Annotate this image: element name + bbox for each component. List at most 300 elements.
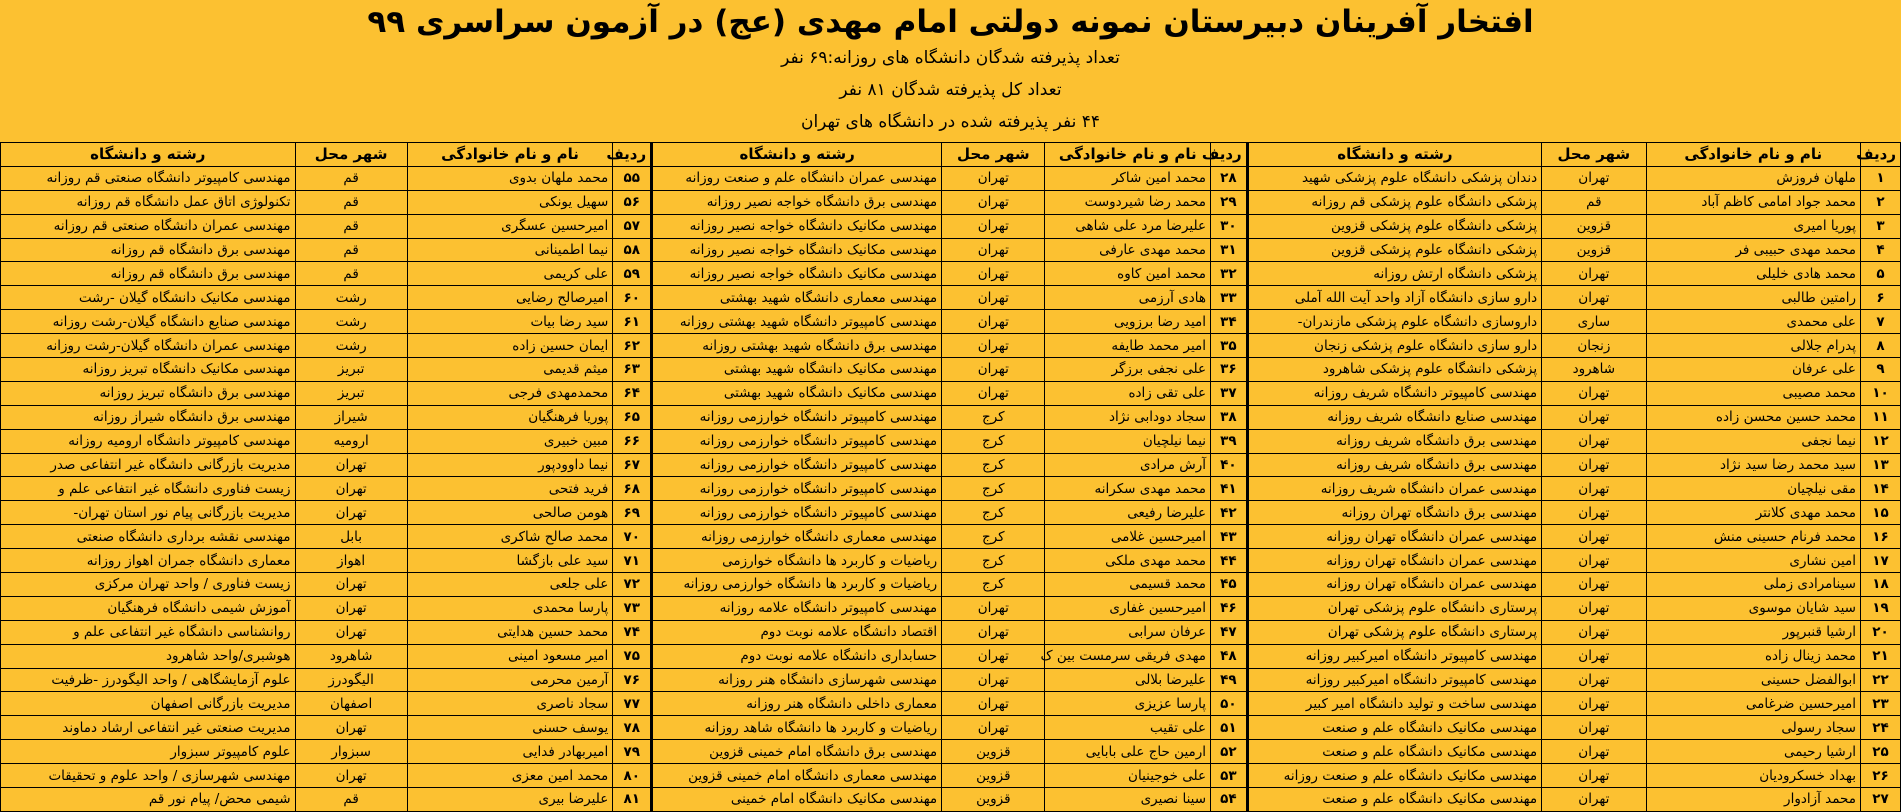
header-city: شهر محل (942, 143, 1045, 167)
name-cell: سید رضا بیات (407, 310, 613, 334)
rank-cell: ۷۹ (613, 740, 652, 764)
rank-cell: ۵۲ (1211, 740, 1248, 764)
rank-cell: ۴۹ (1211, 668, 1248, 692)
rank-cell: ۶۳ (613, 358, 652, 382)
table-row (1, 692, 1901, 716)
name-cell: سهیل یونکی (407, 190, 613, 214)
field-cell: مهندسی صنایع دانشگاه گیلان-رشت روزانه (1, 310, 296, 334)
rank-cell: ۲۹ (1211, 190, 1248, 214)
table-row (1, 286, 1901, 310)
name-cell: مقی نیلچیان (1646, 477, 1860, 501)
name-cell: پدرام جلالی (1646, 334, 1860, 358)
field-cell: مهندسی کامپیوتر دانشگاه شریف روزانه (1247, 381, 1541, 405)
city-cell: تهران (1542, 573, 1646, 597)
rank-cell: ۱ (1861, 166, 1901, 190)
city-cell: تهران (1542, 692, 1646, 716)
table-row (1, 262, 1901, 286)
field-cell: پزشکی دانشگاه علوم پزشکی قم روزانه (1247, 190, 1541, 214)
field-cell: ریاضیات و کاربرد ها دانشگاه خوارزمی (652, 549, 942, 573)
field-cell: پزشکی دانشگاه علوم پزشکی شاهرود (1247, 358, 1541, 382)
rank-cell: ۵۴ (1211, 788, 1248, 812)
name-cell: علیرضا مرد علی شاهی (1045, 214, 1211, 238)
total-admitted-count: تعداد کل پذیرفته شدگان ۸۱ نفر (839, 80, 1062, 100)
rank-cell: ۴۴ (1211, 549, 1248, 573)
field-cell: دندان پزشکی دانشگاه علوم پزشکی شهید (1247, 166, 1541, 190)
field-cell: زیست فناوری / واحد تهران مرکزی (1, 573, 296, 597)
city-cell: تهران (942, 310, 1045, 334)
rank-cell: ۶۴ (613, 381, 652, 405)
table-row (1, 764, 1901, 788)
name-cell: سینا نصیری (1045, 788, 1211, 812)
rank-cell: ۳۰ (1211, 214, 1248, 238)
table-row (1, 334, 1901, 358)
name-cell: ارمین حاج علی بابایی (1045, 740, 1211, 764)
name-cell: آرمین محرمی (407, 668, 613, 692)
table-row (1, 166, 1901, 190)
name-cell: سید علی بازگشا (407, 549, 613, 573)
field-cell: مهندسی عمران دانشگاه شریف روزانه (1247, 477, 1541, 501)
name-cell: ایمان حسین زاده (407, 334, 613, 358)
name-cell: مهدی فریقی سرمست بین ک (1045, 644, 1211, 668)
city-cell: تهران (942, 668, 1045, 692)
rank-cell: ۷۱ (613, 549, 652, 573)
field-cell: پزشکی دانشگاه علوم پزشکی قزوین (1247, 214, 1541, 238)
name-cell: نیما نجفی (1646, 429, 1860, 453)
field-cell: مهندسی کامپیوتر دانشگاه خوارزمی روزانه (652, 477, 942, 501)
header-rank: ردیف (1211, 143, 1248, 167)
name-cell: امیرصالح رضایی (407, 286, 613, 310)
rank-cell: ۹ (1861, 358, 1901, 382)
field-cell: مهندسی مکانیک دانشگاه خواجه نصیر روزانه (652, 238, 942, 262)
rank-cell: ۴۲ (1211, 501, 1248, 525)
field-cell: علوم آزمایشگاهی / واحد الیگودرز -ظرفیت (1, 668, 296, 692)
city-cell: قم (295, 190, 407, 214)
table-row (1, 405, 1901, 429)
header-name: نام و نام خانوادگی (407, 143, 613, 167)
name-cell: محمد مهدی سکرانه (1045, 477, 1211, 501)
field-cell: زیست فناوری دانشگاه غیر انتفاعی علم و (1, 477, 296, 501)
name-cell: امیربهادر فدایی (407, 740, 613, 764)
city-cell: تهران (1542, 788, 1646, 812)
field-cell: مهندسی شهرسازی / واحد علوم و تحقیقات (1, 764, 296, 788)
name-cell: سجاد دودابی نژاد (1045, 405, 1211, 429)
rank-cell: ۱۲ (1861, 429, 1901, 453)
field-cell: مهندسی برق دانشگاه شریف روزانه (1247, 453, 1541, 477)
city-cell: تهران (1542, 405, 1646, 429)
city-cell: تهران (942, 596, 1045, 620)
rank-cell: ۳۹ (1211, 429, 1248, 453)
city-cell: قزوین (1542, 238, 1646, 262)
field-cell: داروسازی دانشگاه علوم پزشکی مازندران- (1247, 310, 1541, 334)
field-cell: مهندسی معماری دانشگاه امام خمینی قزوین (652, 764, 942, 788)
field-cell: دارو سازی دانشگاه آزاد واحد آیت الله آملی (1247, 286, 1541, 310)
city-cell: تهران (942, 692, 1045, 716)
name-cell: علیرضا بلالی (1045, 668, 1211, 692)
rank-cell: ۷۷ (613, 692, 652, 716)
header-city: شهر محل (1542, 143, 1646, 167)
field-cell: مدیریت بازرگانی پیام نور استان تهران- (1, 501, 296, 525)
rank-cell: ۱۱ (1861, 405, 1901, 429)
table-row (1, 716, 1901, 740)
table-row (1, 214, 1901, 238)
field-cell: مهندسی عمران دانشگاه تهران روزانه (1247, 573, 1541, 597)
name-cell: امیرحسین غلامی (1045, 525, 1211, 549)
city-cell: تهران (1542, 525, 1646, 549)
field-cell: اقتصاد دانشگاه علامه نوبت دوم (652, 620, 942, 644)
field-cell: مهندسی کامپیوتر دانشگاه امیرکبیر روزانه (1247, 668, 1541, 692)
rank-cell: ۳ (1861, 214, 1901, 238)
city-cell: تهران (942, 334, 1045, 358)
daytime-admitted-count: تعداد پذیرفته شدگان دانشگاه های روزانه:۶۹ نفر (781, 48, 1120, 68)
name-cell: محمدمهدی فرجی (407, 381, 613, 405)
rank-cell: ۳۳ (1211, 286, 1248, 310)
city-cell: کرج (942, 453, 1045, 477)
rank-cell: ۸۰ (613, 764, 652, 788)
rank-cell: ۷۸ (613, 716, 652, 740)
city-cell: تهران (942, 262, 1045, 286)
table-row (1, 310, 1901, 334)
name-cell: علیرضا بیری (407, 788, 613, 812)
name-cell: امیرحسین ضرغامی (1646, 692, 1860, 716)
rank-cell: ۳۴ (1211, 310, 1248, 334)
name-cell: پوریا امیری (1646, 214, 1860, 238)
field-cell: مهندسی کامپیوتر دانشگاه خوارزمی روزانه (652, 501, 942, 525)
name-cell: نیما نیلچیان (1045, 429, 1211, 453)
name-cell: سینامرادی زملی (1646, 573, 1860, 597)
city-cell: قم (295, 238, 407, 262)
name-cell: ارشیا قنبرپور (1646, 620, 1860, 644)
name-cell: محمد زینال زاده (1646, 644, 1860, 668)
city-cell: کرج (942, 429, 1045, 453)
rank-cell: ۳۸ (1211, 405, 1248, 429)
header-city: شهر محل (295, 143, 407, 167)
header-rank: ردیف (1861, 143, 1901, 167)
table-row (1, 525, 1901, 549)
header-name: نام و نام خانوادگی (1646, 143, 1860, 167)
field-cell: معماری داخلی دانشگاه هنر روزانه (652, 692, 942, 716)
rank-cell: ۲۸ (1211, 166, 1248, 190)
rank-cell: ۴۷ (1211, 620, 1248, 644)
rank-cell: ۶۶ (613, 429, 652, 453)
name-cell: مبین خبیری (407, 429, 613, 453)
header-field: رشته و دانشگاه (1, 143, 296, 167)
rank-cell: ۳۶ (1211, 358, 1248, 382)
rank-cell: ۲۶ (1861, 764, 1901, 788)
name-cell: امیر مسعود امینی (407, 644, 613, 668)
city-cell: قزوین (942, 740, 1045, 764)
field-cell: مهندسی ساخت و تولید دانشگاه امیر کبیر (1247, 692, 1541, 716)
name-cell: محمد آزادوار (1646, 788, 1860, 812)
rank-cell: ۱۶ (1861, 525, 1901, 549)
name-cell: محمد امین شاکر (1045, 166, 1211, 190)
city-cell: قم (295, 214, 407, 238)
name-cell: سجاد ناصری (407, 692, 613, 716)
city-cell: تهران (295, 501, 407, 525)
rank-cell: ۶۷ (613, 453, 652, 477)
name-cell: پارسا عزیزی (1045, 692, 1211, 716)
city-cell: تهران (942, 358, 1045, 382)
name-cell: سید شایان موسوی (1646, 596, 1860, 620)
city-cell: الیگودرز (295, 668, 407, 692)
city-cell: تهران (1542, 501, 1646, 525)
name-cell: یوسف حسنی (407, 716, 613, 740)
rank-cell: ۷۳ (613, 596, 652, 620)
header (0, 0, 1901, 142)
field-cell: پزشکی دانشگاه ارتش روزانه (1247, 262, 1541, 286)
name-cell: امیرحسین عسگری (407, 214, 613, 238)
rank-cell: ۲۴ (1861, 716, 1901, 740)
rank-cell: ۳۵ (1211, 334, 1248, 358)
field-cell: مهندسی کامپیوتر دانشگاه خوارزمی روزانه (652, 453, 942, 477)
field-cell: علوم کامپیوتر سبزوار (1, 740, 296, 764)
table-row (1, 358, 1901, 382)
rank-cell: ۴۰ (1211, 453, 1248, 477)
city-cell: تهران (295, 716, 407, 740)
city-cell: رشت (295, 310, 407, 334)
field-cell: مهندسی عمران دانشگاه صنعتی قم روزانه (1, 214, 296, 238)
field-cell: مهندسی برق دانشگاه تبریز روزانه (1, 381, 296, 405)
table-row (1, 573, 1901, 597)
rank-cell: ۷ (1861, 310, 1901, 334)
header-name: نام و نام خانوادگی (1045, 143, 1211, 167)
field-cell: شیمی محض/ پیام نور قم (1, 788, 296, 812)
rank-cell: ۳۲ (1211, 262, 1248, 286)
rank-cell: ۵۶ (613, 190, 652, 214)
rank-cell: ۵ (1861, 262, 1901, 286)
field-cell: آموزش شیمی دانشگاه فرهنگیان (1, 596, 296, 620)
name-cell: نیما داوودپور (407, 453, 613, 477)
field-cell: مهندسی عمران دانشگاه تهران روزانه (1247, 525, 1541, 549)
name-cell: محمد ملهان بدوی (407, 166, 613, 190)
rank-cell: ۱۰ (1861, 381, 1901, 405)
field-cell: مهندسی کامپیوتر دانشگاه خوارزمی روزانه (652, 429, 942, 453)
city-cell: تهران (942, 620, 1045, 644)
name-cell: ابوالفضل حسینی (1646, 668, 1860, 692)
city-cell: رشت (295, 286, 407, 310)
city-cell: تهران (295, 477, 407, 501)
city-cell: اصفهان (295, 692, 407, 716)
city-cell: تهران (295, 573, 407, 597)
name-cell: بهداد خسکرودیان (1646, 764, 1860, 788)
name-cell: محمد صالح شاکری (407, 525, 613, 549)
rank-cell: ۸۱ (613, 788, 652, 812)
name-cell: محمد قسیمی (1045, 573, 1211, 597)
city-cell: تبریز (295, 358, 407, 382)
name-cell: محمد امین معزی (407, 764, 613, 788)
table-row (1, 477, 1901, 501)
header-field: رشته و دانشگاه (652, 143, 942, 167)
rank-cell: ۵۸ (613, 238, 652, 262)
name-cell: محمد مهدی کلانتر (1646, 501, 1860, 525)
city-cell: تهران (942, 644, 1045, 668)
field-cell: مهندسی صنایع دانشگاه شریف روزانه (1247, 405, 1541, 429)
city-cell: تهران (942, 381, 1045, 405)
rank-cell: ۷۰ (613, 525, 652, 549)
poster-title: افتخار آفرینان دبیرستان نمونه دولتی امام مهدی (عج) در آزمون سراسری ۹۹ (367, 4, 1534, 40)
field-cell: مهندسی شهرسازی دانشگاه هنر روزانه (652, 668, 942, 692)
field-cell: مهندسی نقشه برداری دانشگاه صنعتی (1, 525, 296, 549)
name-cell: علی تقیب (1045, 716, 1211, 740)
city-cell: تهران (1542, 644, 1646, 668)
table-row (1, 788, 1901, 812)
city-cell: تهران (942, 238, 1045, 262)
name-cell: سجاد رسولی (1646, 716, 1860, 740)
table-row (1, 501, 1901, 525)
field-cell: دارو سازی دانشگاه علوم پزشکی زنجان (1247, 334, 1541, 358)
city-cell: ارومیه (295, 429, 407, 453)
city-cell: قم (295, 166, 407, 190)
name-cell: علی محمدی (1646, 310, 1860, 334)
city-cell: کرج (942, 477, 1045, 501)
city-cell: شیراز (295, 405, 407, 429)
field-cell: مهندسی برق دانشگاه شهید بهشتی روزانه (652, 334, 942, 358)
rank-cell: ۱۵ (1861, 501, 1901, 525)
name-cell: سید محمد رضا سید نژاد (1646, 453, 1860, 477)
name-cell: محمد مهدی حبیبی فر (1646, 238, 1860, 262)
rank-cell: ۶۲ (613, 334, 652, 358)
rank-cell: ۶۵ (613, 405, 652, 429)
field-cell: مهندسی کامپیوتر دانشگاه امیرکبیر روزانه (1247, 644, 1541, 668)
field-cell: مهندسی برق دانشگاه قم روزانه (1, 262, 296, 286)
name-cell: امید رضا برزویی (1045, 310, 1211, 334)
name-cell: علی کریمی (407, 262, 613, 286)
name-cell: علی جلعی (407, 573, 613, 597)
name-cell: علیرضا رفیعی (1045, 501, 1211, 525)
city-cell: تهران (295, 453, 407, 477)
name-cell: پارسا محمدی (407, 596, 613, 620)
rank-cell: ۱۳ (1861, 453, 1901, 477)
city-cell: تهران (942, 214, 1045, 238)
city-cell: قزوین (1542, 214, 1646, 238)
city-cell: قزوین (942, 788, 1045, 812)
field-cell: مهندسی برق دانشگاه تهران روزانه (1247, 501, 1541, 525)
city-cell: بابل (295, 525, 407, 549)
rank-cell: ۴۳ (1211, 525, 1248, 549)
table-row (1, 238, 1901, 262)
name-cell: محمد امین کاوه (1045, 262, 1211, 286)
city-cell: کرج (942, 573, 1045, 597)
rank-cell: ۲۱ (1861, 644, 1901, 668)
city-cell: سبزوار (295, 740, 407, 764)
field-cell: معماری دانشگاه جمران اهواز روزانه (1, 549, 296, 573)
field-cell: مهندسی مکانیک دانشگاه علم و صنعت (1247, 788, 1541, 812)
name-cell: پوریا فرهنگیان (407, 405, 613, 429)
header-field: رشته و دانشگاه (1247, 143, 1541, 167)
field-cell: مهندسی کامپیوتر دانشگاه ارومیه روزانه (1, 429, 296, 453)
city-cell: اهواز (295, 549, 407, 573)
table-row (1, 644, 1901, 668)
rank-cell: ۴۶ (1211, 596, 1248, 620)
field-cell: ریاضیات و کاربرد ها دانشگاه شاهد روزانه (652, 716, 942, 740)
field-cell: مهندسی مکانیک دانشگاه علم و صنعت (1247, 740, 1541, 764)
name-cell: محمد مهدی ملکی (1045, 549, 1211, 573)
name-cell: امیر محمد طایفه (1045, 334, 1211, 358)
name-cell: امیرحسین غفاری (1045, 596, 1211, 620)
field-cell: روانشناسی دانشگاه غیر انتفاعی علم و (1, 620, 296, 644)
rank-cell: ۴۱ (1211, 477, 1248, 501)
name-cell: ملهان فروزش (1646, 166, 1860, 190)
rank-cell: ۶۱ (613, 310, 652, 334)
name-cell: محمد فرنام حسینی منش (1646, 525, 1860, 549)
field-cell: مهندسی کامپیوتر دانشگاه خوارزمی روزانه (652, 405, 942, 429)
city-cell: قم (1542, 190, 1646, 214)
name-cell: علی تقی زاده (1045, 381, 1211, 405)
field-cell: تکنولوژی اتاق عمل دانشگاه قم روزانه (1, 190, 296, 214)
field-cell: مهندسی مکانیک دانشگاه خواجه نصیر روزانه (652, 262, 942, 286)
city-cell: قم (295, 262, 407, 286)
rank-cell: ۵۳ (1211, 764, 1248, 788)
city-cell: تهران (942, 190, 1045, 214)
city-cell: تبریز (295, 381, 407, 405)
rank-cell: ۷۶ (613, 668, 652, 692)
field-cell: پرستاری دانشگاه علوم پزشکی تهران (1247, 620, 1541, 644)
city-cell: تهران (1542, 381, 1646, 405)
field-cell: مهندسی کامپیوتر دانشگاه علامه روزانه (652, 596, 942, 620)
table-row (1, 740, 1901, 764)
name-cell: آرش مرادی (1045, 453, 1211, 477)
city-cell: کرج (942, 525, 1045, 549)
city-cell: قم (295, 788, 407, 812)
rank-cell: ۲ (1861, 190, 1901, 214)
name-cell: محمد رضا شیردوست (1045, 190, 1211, 214)
field-cell: پزشکی دانشگاه علوم پزشکی قزوین (1247, 238, 1541, 262)
city-cell: تهران (942, 286, 1045, 310)
city-cell: قزوین (942, 764, 1045, 788)
rank-cell: ۱۹ (1861, 596, 1901, 620)
rank-cell: ۲۳ (1861, 692, 1901, 716)
field-cell: مهندسی عمران دانشگاه علم و صنعت روزانه (652, 166, 942, 190)
rank-cell: ۷۲ (613, 573, 652, 597)
field-cell: مدیریت صنعتی غیر انتفاعی ارشاد دماوند (1, 716, 296, 740)
rank-cell: ۶۰ (613, 286, 652, 310)
rank-cell: ۱۸ (1861, 573, 1901, 597)
rank-cell: ۲۵ (1861, 740, 1901, 764)
city-cell: شاهرود (295, 644, 407, 668)
city-cell: کرج (942, 405, 1045, 429)
rank-cell: ۴۸ (1211, 644, 1248, 668)
rank-cell: ۶۸ (613, 477, 652, 501)
rank-cell: ۲۰ (1861, 620, 1901, 644)
table-row (1, 453, 1901, 477)
rank-cell: ۱۴ (1861, 477, 1901, 501)
field-cell: مهندسی برق دانشگاه خواجه نصیر روزانه (652, 190, 942, 214)
table-row (1, 620, 1901, 644)
field-cell: مهندسی معماری دانشگاه شهید بهشتی (652, 286, 942, 310)
city-cell: تهران (295, 596, 407, 620)
rank-cell: ۶۹ (613, 501, 652, 525)
rank-cell: ۷۴ (613, 620, 652, 644)
field-cell: مهندسی مکانیک دانشگاه علم و صنعت روزانه (1247, 764, 1541, 788)
field-cell: مهندسی عمران دانشگاه گیلان-رشت روزانه (1, 334, 296, 358)
rank-cell: ۵۹ (613, 262, 652, 286)
name-cell: محمد جواد امامی کاظم آباد (1646, 190, 1860, 214)
city-cell: رشت (295, 334, 407, 358)
city-cell: کرج (942, 501, 1045, 525)
field-cell: مهندسی کامپیوتر دانشگاه صنعتی قم روزانه (1, 166, 296, 190)
field-cell: مهندسی مکانیک دانشگاه خواجه نصیر روزانه (652, 214, 942, 238)
field-cell: مهندسی مکانیک دانشگاه گیلان -رشت (1, 286, 296, 310)
name-cell: هادی آرزمی (1045, 286, 1211, 310)
city-cell: زنجان (1542, 334, 1646, 358)
field-cell: هوشبری/واحد شاهرود (1, 644, 296, 668)
name-cell: فرید فتحی (407, 477, 613, 501)
rank-cell: ۶ (1861, 286, 1901, 310)
name-cell: محمد مصیبی (1646, 381, 1860, 405)
name-cell: محمد هادی خلیلی (1646, 262, 1860, 286)
table-row (1, 429, 1901, 453)
name-cell: علی نجفی برزگر (1045, 358, 1211, 382)
field-cell: مهندسی عمران دانشگاه تهران روزانه (1247, 549, 1541, 573)
